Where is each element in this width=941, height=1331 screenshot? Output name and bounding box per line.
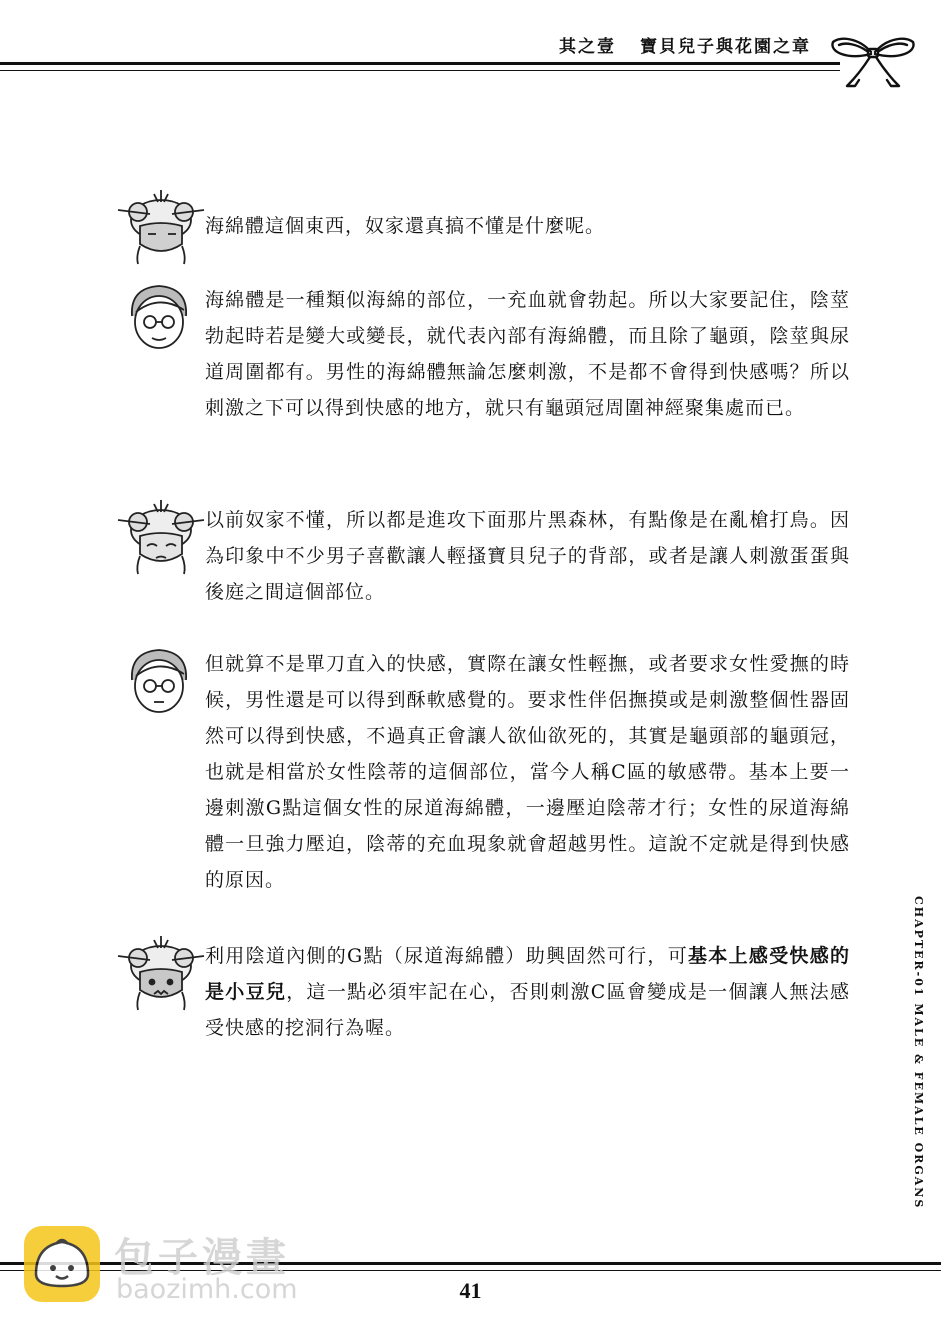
chapter-title: 寶貝兒子與花園之章 (640, 37, 811, 57)
page-number: 41 (459, 1278, 482, 1303)
watermark (22, 1222, 322, 1312)
geisha-sad-face-icon (116, 496, 206, 578)
ribbon-bow-icon (823, 30, 923, 90)
bun-mascot-icon (22, 1224, 102, 1304)
header-rule-thick (0, 62, 840, 65)
dialogue-4 (205, 646, 850, 898)
chapter-part: 其之壹 (559, 37, 616, 57)
dialogue-text: 海綿體這個東西，奴家還真搞不懂是什麼呢。 (205, 215, 606, 237)
watermark-url: baozimh.com (116, 1274, 298, 1305)
doctor-face-icon (126, 282, 192, 352)
running-head (559, 32, 811, 57)
geisha-surprised-face-icon (116, 932, 206, 1014)
text-before: 利用陰道內側的G點（尿道海綿體）助興固然可行，可 (205, 945, 688, 967)
dialogue-3 (205, 502, 850, 610)
dialogue-1 (205, 208, 850, 244)
doctor-face-icon (126, 646, 192, 716)
watermark-name: 包子漫畫 (114, 1235, 290, 1281)
text-after: ，這一點必須牢記在心，否則刺激C區會變成是一個讓人無法感受快感的挖洞行為喔。 (205, 981, 850, 1039)
geisha-face-icon (116, 186, 206, 268)
chapter-side-label: CHAPTER-01 MALE & FEMALE ORGANS (912, 896, 925, 1210)
dialogue-text (205, 938, 850, 1046)
dialogue-text: 但就算不是單刀直入的快感，實際在讓女性輕撫，或者要求女性愛撫的時候，男性還是可以得到酥軟感覺的。要求性伴侶撫摸或是刺激整個性器固然可以得到快感，不過真正會讓人欲仙欲死的，其實是龜頭部的龜頭冠，也就是相當於女性陰蒂的這個部位，當今人稱C區的敏感帶。基本上要一邊刺激G點這個女性的尿道海綿體，一邊壓迫陰蒂才行；女性的尿道海綿體一旦強力壓迫，陰蒂的充血現象就會超越男性。這說不定就是得到快感的原因。 (205, 653, 850, 891)
dialogue-5 (205, 938, 850, 1046)
page-header (0, 0, 941, 80)
dialogue-text: 海綿體是一種類似海綿的部位，一充血就會勃起。所以大家要記住，陰莖勃起時若是變大或變長，就代表內部有海綿體，而且除了龜頭，陰莖與尿道周圍都有。男性的海綿體無論怎麼刺激，不是都不會得到快感嗎？所以刺激之下可以得到快感的地方，就只有龜頭冠周圍神經聚集處而已。 (205, 289, 850, 419)
emphasis-text: 基本上感受快感的是小豆兒 (205, 945, 850, 1003)
header-rule-thin (0, 70, 840, 71)
dialogue-text: 以前奴家不懂，所以都是進攻下面那片黑森林，有點像是在亂槍打鳥。因為印象中不少男子喜歡讓人輕搔寶貝兒子的背部，或者是讓人刺激蛋蛋與後庭之間這個部位。 (205, 509, 850, 603)
dialogue-2 (205, 282, 850, 426)
